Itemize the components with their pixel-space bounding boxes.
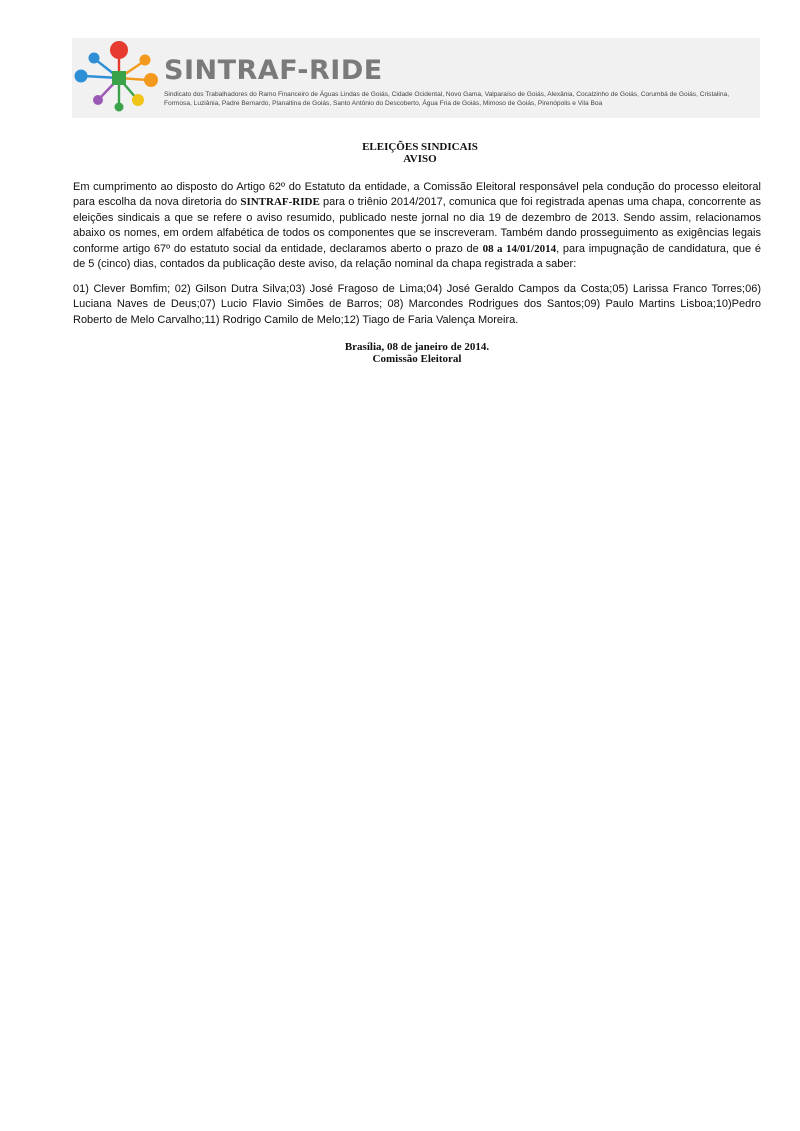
notice-text-1: Em cumprimento ao disposto do Artigo 62º do Estatuto da entidade, a Comissão Eleitoral responsável pela condução do processo eleitoral para escolha da nova diretoria do <box>73 181 761 209</box>
notice-paragraph <box>73 180 761 272</box>
page-title: ELEIÇÕES SINDICAIS <box>362 141 478 153</box>
notice-text-2: para o triênio 2014/2017, comunica que foi registrada apenas uma chapa, concorrente as eleições sindicais a que se refere o aviso resumido, publicado neste jornal no dia 19 de dezembro de 2013. Sendo assim, relacionamos abaixo os nomes, em ordem alfabética de todos os componentes que se inscreveram. Também dando prosseguimento as exigências legais conforme artigo 67º do estatuto social da entidade, declaramos aberto o prazo de <box>73 196 761 255</box>
brand-name: SINTRAF-RIDE <box>164 55 383 86</box>
page-subtitle: AVISO <box>403 153 437 165</box>
candidate-list: 01) Clever Bomfim; 02) Gilson Dutra Silva;03) José Fragoso de Lima;04) José Geraldo Campos da Costa;05) Larissa Franco Torres;06) Luciana Naves de Deus;07) Lucio Flavio Simões de Barros; 08) Marcondes Rodrigues dos Santos;09) Paulo Martins Lisboa;10)Pedro Roberto de Melo Carvalho;11) Rodrigo Camilo de Melo;12) Tiago de Faria Valença Moreira. <box>73 283 761 326</box>
letterhead <box>72 38 760 118</box>
heading <box>0 141 800 165</box>
sintraf-ride-logo-icon <box>72 38 164 118</box>
place-date: Brasília, 08 de janeiro de 2014. <box>344 341 490 353</box>
union-name: SINTRAF-RIDE <box>240 196 320 209</box>
closing <box>0 341 800 365</box>
impugnation-period: 08 a 14/01/2014 <box>482 242 557 255</box>
letterhead-tagline: Sindicato dos Trabalhadores do Ramo Financeiro de Águas Lindas de Goiás, Cidade Ocidental, Novo Gama, Valparaíso de Goiás, Alexânia, Cocalzinho de Goiás, Corumbá de Goiás, Cristalina, Formosa, Luziânia, Padre Bernardo, Planaltina de Goiás, Santo Antônio do Descoberto, Água Fria de Goiás, Mimoso de Goiás, Pirenópolis e Vila Boa <box>164 91 730 108</box>
notice-text-3: , para impugnação de candidatura, que é de 5 (cinco) dias, contados da publicação deste aviso, da relação nominal da chapa registrada a saber: <box>73 242 761 271</box>
signature: Comissão Eleitoral <box>372 353 462 365</box>
